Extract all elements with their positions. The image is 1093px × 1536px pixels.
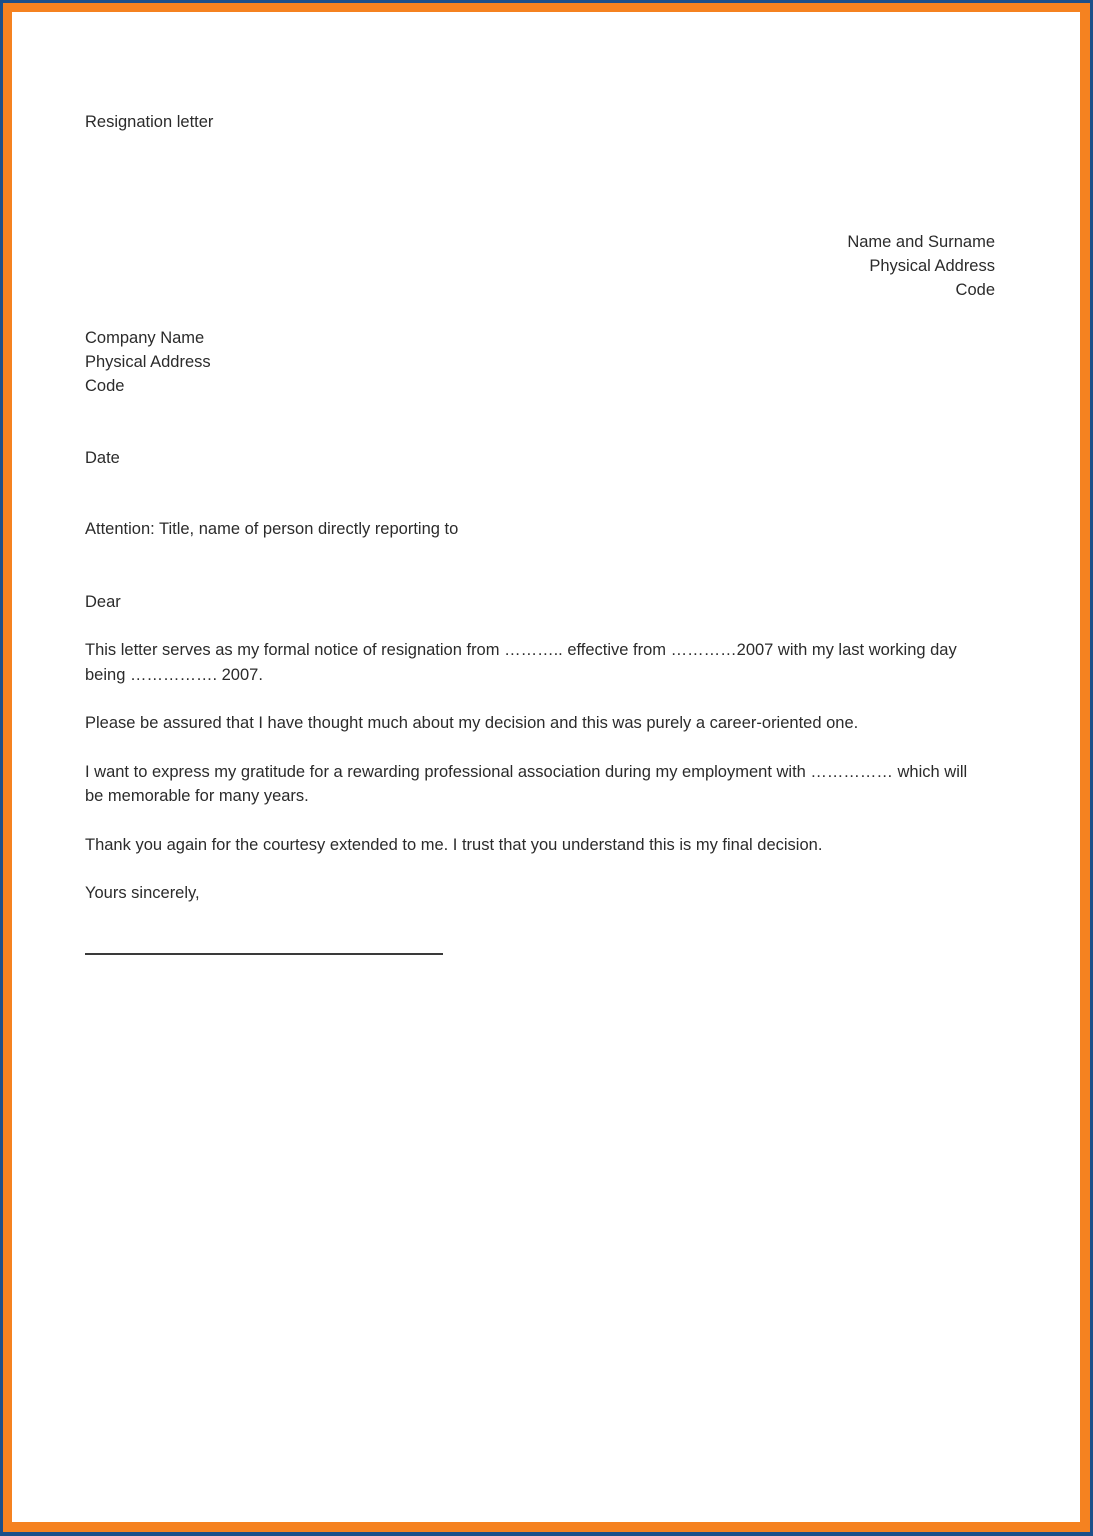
sender-address-line: Physical Address (869, 257, 995, 275)
signature-line (85, 953, 443, 955)
date-line: Date (85, 449, 120, 467)
body-paragraph-4: Thank you again for the courtesy extended to me. I trust that you understand this is my final decision. (85, 835, 823, 854)
salutation-line: Dear (85, 593, 121, 611)
body-paragraph-2: Please be assured that I have thought much about my decision and this was purely a career-oriented one. (85, 714, 859, 732)
body-paragraph-1: This letter serves as my formal notice of resignation from ……….. effective from …………2007 with my last working day being ……………. 2007. (85, 641, 957, 684)
sender-address-line: Code (955, 281, 995, 299)
attention-line: Attention: Title, name of person directly reporting to (85, 520, 459, 538)
page-title: Resignation letter (85, 113, 214, 131)
letter-paper (12, 12, 1080, 1522)
recipient-address-block (85, 326, 995, 398)
sender-address-block (85, 230, 995, 302)
recipient-address-line: Physical Address (85, 353, 211, 371)
recipient-address-line: Code (85, 377, 125, 395)
sender-address-line: Name and Surname (847, 233, 995, 251)
body-paragraph-3: I want to express my gratitude for a rewarding professional association during my employment with …………… which will be memorable for many years. (85, 762, 968, 805)
letter-body (85, 110, 995, 955)
recipient-address-line: Company Name (85, 329, 205, 347)
closing-line: Yours sincerely, (85, 884, 200, 902)
